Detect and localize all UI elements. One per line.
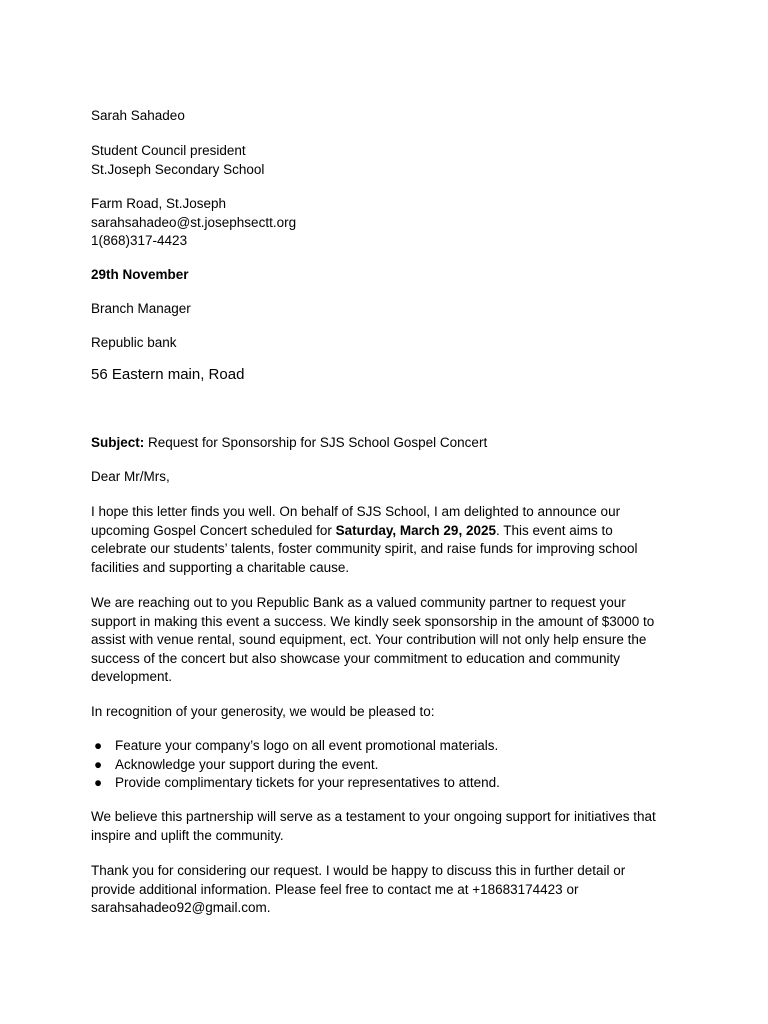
subject-text: Request for Sponsorship for SJS School Gospel Concert [144,435,488,450]
paragraph2-line3: assist with venue rental, sound equipment, ect. Your contribution will not only help ensure the [91,632,647,647]
recipient-organization: Republic bank [91,335,177,350]
event-date: Saturday, March 29, 2025 [335,522,496,538]
subject-line [91,434,487,453]
salutation: Dear Mr/Mrs, [91,469,170,484]
paragraph1-line2-post: . This event aims to [495,522,613,538]
sender-street: Farm Road, St.Joseph [91,196,227,211]
bullet-icon: ● [94,756,103,772]
paragraph2-line1: We are reaching out to you Republic Bank as a valued community partner to request your [91,595,626,610]
list-item [94,737,499,756]
recipient-title: Branch Manager [91,301,191,316]
bullet-icon: ● [94,775,103,790]
list-item [94,756,379,775]
paragraph5-line1: Thank you for considering our request. I would be happy to discuss this in further detail or [91,863,626,878]
sender-email: sarahsahadeo@st.josephsectt.org [91,214,297,230]
sender-name: Sarah Sahadeo [91,108,185,123]
paragraph1-line3: celebrate our students’ talents, foster community spirit, and raise funds for improving school [91,541,638,556]
paragraph1-line1: I hope this letter finds you well. On behalf of SJS School, I am delighted to announce our [91,504,621,519]
sender-title: Student Council president [91,143,246,158]
paragraph5-line2: provide additional information. Please feel free to contact me at +18683174423 or [91,881,579,897]
paragraph2-line4: success of the concert but also showcase your commitment to education and community [91,650,621,666]
paragraph5-line3: sarahsahadeo92@gmail.com. [91,900,271,915]
paragraph4-line1: We believe this partnership will serve as a testament to your ongoing support for initiatives that [91,809,656,824]
sender-phone: 1(868)317-4423 [91,233,188,248]
paragraph1-line4: facilities and supporting a charitable cause. [91,559,350,575]
paragraph2-line5: development. [91,669,173,684]
list-item-text: Provide complimentary tickets for your representatives to attend. [115,775,500,790]
paragraph2-line2: support in making this event a success. We kindly seek sponsorship in the amount of $3000 to [91,613,655,629]
list-item-text: Feature your company’s logo on all event promotional materials. [115,738,499,753]
bullet-icon: ● [94,738,103,753]
sender-school: St.Joseph Secondary School [91,161,265,177]
list-item [94,774,500,793]
recipient-address: 56 Eastern main, Road [91,366,245,383]
subject-label: Subject: [91,435,145,450]
paragraph1-line2-pre: upcoming Gospel Concert scheduled for [91,522,336,538]
paragraph3: In recognition of your generosity, we would be pleased to: [91,704,435,719]
list-item-text: Acknowledge your support during the event. [115,756,379,772]
paragraph4-line2: inspire and uplift the community. [91,827,284,843]
letter-date: 29th November [91,267,189,282]
paragraph1-line2 [91,522,613,541]
